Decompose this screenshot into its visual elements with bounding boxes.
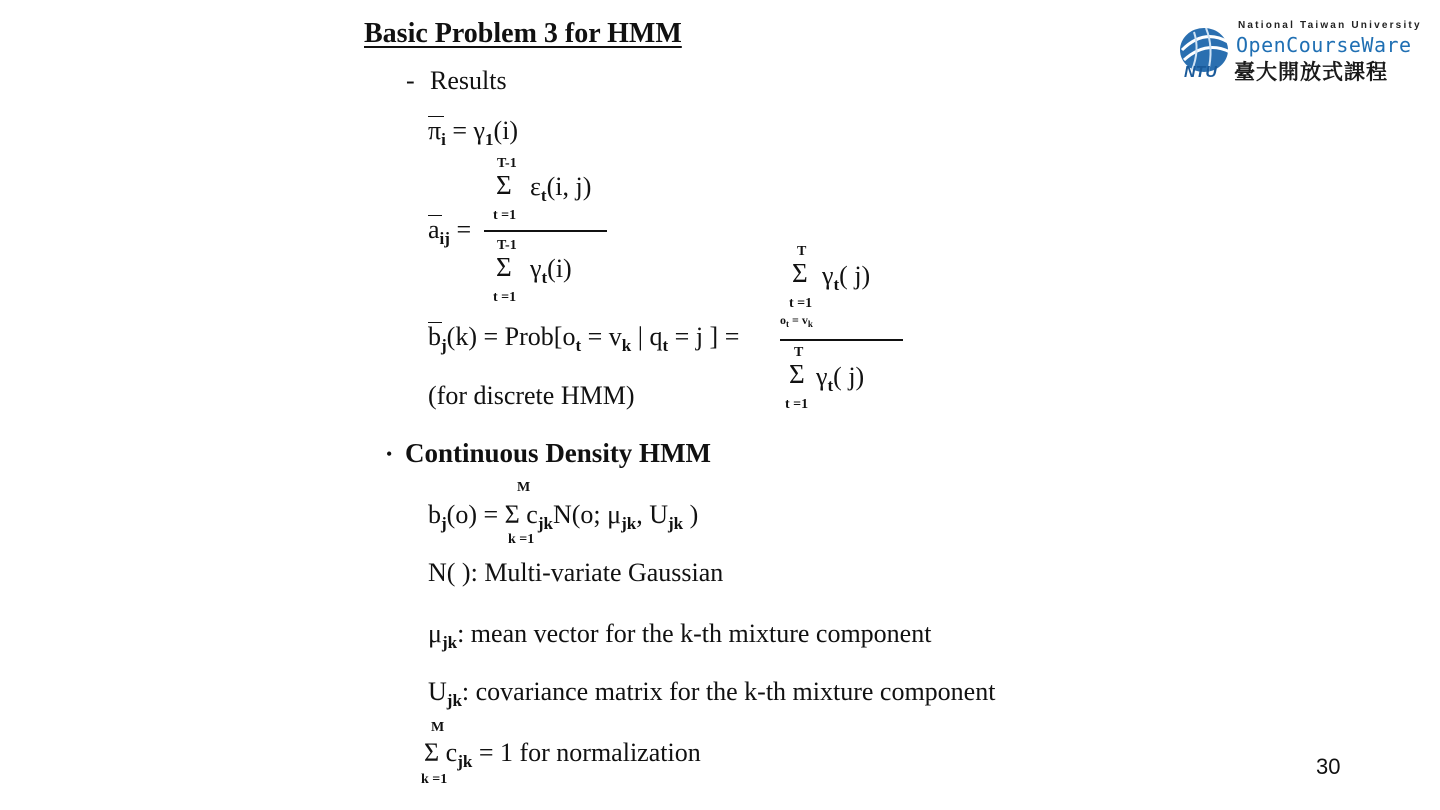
gamma-subscript: t bbox=[541, 268, 548, 287]
u-subscript: jk bbox=[446, 691, 462, 710]
discrete-note: (for discrete HMM) bbox=[428, 381, 635, 410]
b-subscript: j bbox=[441, 336, 447, 355]
logo-chinese-name: 臺大開放式課程 bbox=[1234, 60, 1388, 84]
mu-text: : mean vector for the k-th mixture component bbox=[457, 619, 932, 648]
bj-sum-lower: k =1 bbox=[508, 532, 535, 547]
o-subscript: t bbox=[575, 336, 582, 355]
pi-symbol: π bbox=[428, 116, 442, 145]
bj-sum-upper: M bbox=[517, 480, 531, 495]
a-den-sigma: Σ bbox=[496, 252, 512, 282]
gamma-subscript: 1 bbox=[485, 130, 494, 149]
b-symbol: b bbox=[428, 322, 441, 351]
a-num-sigma: Σ bbox=[496, 170, 512, 200]
norm-sum-upper: M bbox=[431, 720, 445, 735]
a-num-upper: T-1 bbox=[497, 156, 517, 171]
gamma-arg: (i) bbox=[493, 116, 519, 145]
close-paren: ) bbox=[683, 500, 699, 529]
ntu-ocw-logo bbox=[1172, 16, 1422, 86]
epsilon-arg: (i, j) bbox=[546, 172, 592, 201]
b-num-lower2 bbox=[780, 313, 813, 329]
logo-ntu-text: NTU bbox=[1184, 64, 1217, 81]
a-num-term bbox=[530, 172, 591, 206]
u-subscript: jk bbox=[667, 514, 684, 533]
n-definition: N( ): Multi-variate Gaussian bbox=[428, 558, 724, 587]
mu-definition bbox=[428, 619, 931, 653]
gamma-subscript: t bbox=[827, 376, 834, 395]
a-den-term bbox=[530, 254, 572, 288]
c-symbol: c bbox=[526, 500, 538, 529]
a-fraction-line bbox=[484, 230, 607, 232]
logo-opencourseware: OpenCourseWare bbox=[1236, 33, 1412, 57]
pi-equation bbox=[428, 116, 518, 150]
u-definition bbox=[428, 677, 995, 711]
b-den-lower: t =1 bbox=[785, 397, 809, 412]
a-den-lower: t =1 bbox=[493, 290, 517, 305]
gamma-arg: (i) bbox=[547, 254, 572, 283]
sigma-symbol: Σ bbox=[504, 500, 520, 529]
c-subscript: jk bbox=[537, 514, 553, 533]
o-subscript: t bbox=[786, 319, 789, 329]
b-num-term bbox=[822, 261, 870, 295]
q-subscript: t bbox=[662, 336, 669, 355]
epsilon-symbol: ε bbox=[530, 172, 541, 201]
a-lhs bbox=[428, 215, 471, 249]
b-den-upper: T bbox=[794, 345, 804, 360]
epsilon-subscript: t bbox=[540, 186, 547, 205]
page-number: 30 bbox=[1316, 754, 1341, 779]
eq-v: = v bbox=[792, 313, 808, 327]
eq-v: = v bbox=[587, 322, 622, 351]
v-subscript: k bbox=[807, 319, 813, 329]
c-symbol: c bbox=[445, 738, 458, 767]
prob-o: = Prob[o bbox=[483, 322, 576, 351]
b-num-sigma: Σ bbox=[792, 258, 808, 288]
b-subscript: j bbox=[441, 514, 447, 533]
c-subscript: jk bbox=[457, 752, 473, 771]
a-den-upper: T-1 bbox=[497, 238, 517, 253]
b-fraction-line bbox=[780, 339, 903, 341]
normalization-text: = 1 for normalization bbox=[478, 738, 701, 767]
b-equation bbox=[428, 322, 739, 356]
gamma-symbol: γ bbox=[822, 261, 834, 290]
pi-eq: = bbox=[452, 116, 468, 145]
given-q: | q bbox=[637, 322, 663, 351]
continuous-heading: Continuous Density HMM bbox=[405, 438, 712, 468]
gamma-symbol: γ bbox=[473, 116, 486, 145]
mu-subscript: jk bbox=[441, 633, 458, 652]
gamma-subscript: t bbox=[833, 275, 840, 294]
v-subscript: k bbox=[621, 336, 632, 355]
norm-sum-lower: k =1 bbox=[421, 772, 448, 787]
o-symbol: o bbox=[780, 313, 786, 327]
a-symbol: a bbox=[428, 215, 440, 244]
logo-university-name: National Taiwan University bbox=[1238, 20, 1422, 31]
sigma-symbol: Σ bbox=[424, 738, 440, 767]
normalization-equation bbox=[424, 738, 701, 772]
mu-subscript: jk bbox=[621, 514, 637, 533]
gaussian-n: N(o; μ bbox=[552, 500, 622, 529]
b-num-lower1: t =1 bbox=[789, 296, 813, 311]
comma-u: , U bbox=[636, 500, 668, 529]
gamma-symbol: γ bbox=[816, 362, 828, 391]
a-eq: = bbox=[456, 215, 472, 244]
pi-subscript: i bbox=[441, 130, 446, 149]
b-symbol: b bbox=[428, 500, 441, 529]
b-num-upper: T bbox=[797, 244, 807, 259]
gamma-arg: ( j) bbox=[833, 362, 865, 391]
u-text: : covariance matrix for the k-th mixture component bbox=[461, 677, 996, 706]
u-symbol: U bbox=[428, 677, 447, 706]
results-dash: - bbox=[406, 66, 415, 95]
slide-title: Basic Problem 3 for HMM bbox=[364, 18, 682, 49]
mu-symbol: μ bbox=[428, 619, 442, 648]
gamma-symbol: γ bbox=[530, 254, 542, 283]
a-subscript: ij bbox=[439, 229, 450, 248]
b-arg: (o) = bbox=[446, 500, 499, 529]
bullet: • bbox=[386, 444, 393, 464]
gamma-arg: ( j) bbox=[839, 261, 871, 290]
b-den-sigma: Σ bbox=[789, 359, 805, 389]
a-num-lower: t =1 bbox=[493, 208, 517, 223]
results-heading: Results bbox=[430, 66, 507, 95]
bj-equation bbox=[428, 500, 698, 534]
b-den-term bbox=[816, 362, 864, 396]
eq-j: = j ] = bbox=[674, 322, 740, 351]
b-arg: (k) bbox=[446, 322, 477, 351]
